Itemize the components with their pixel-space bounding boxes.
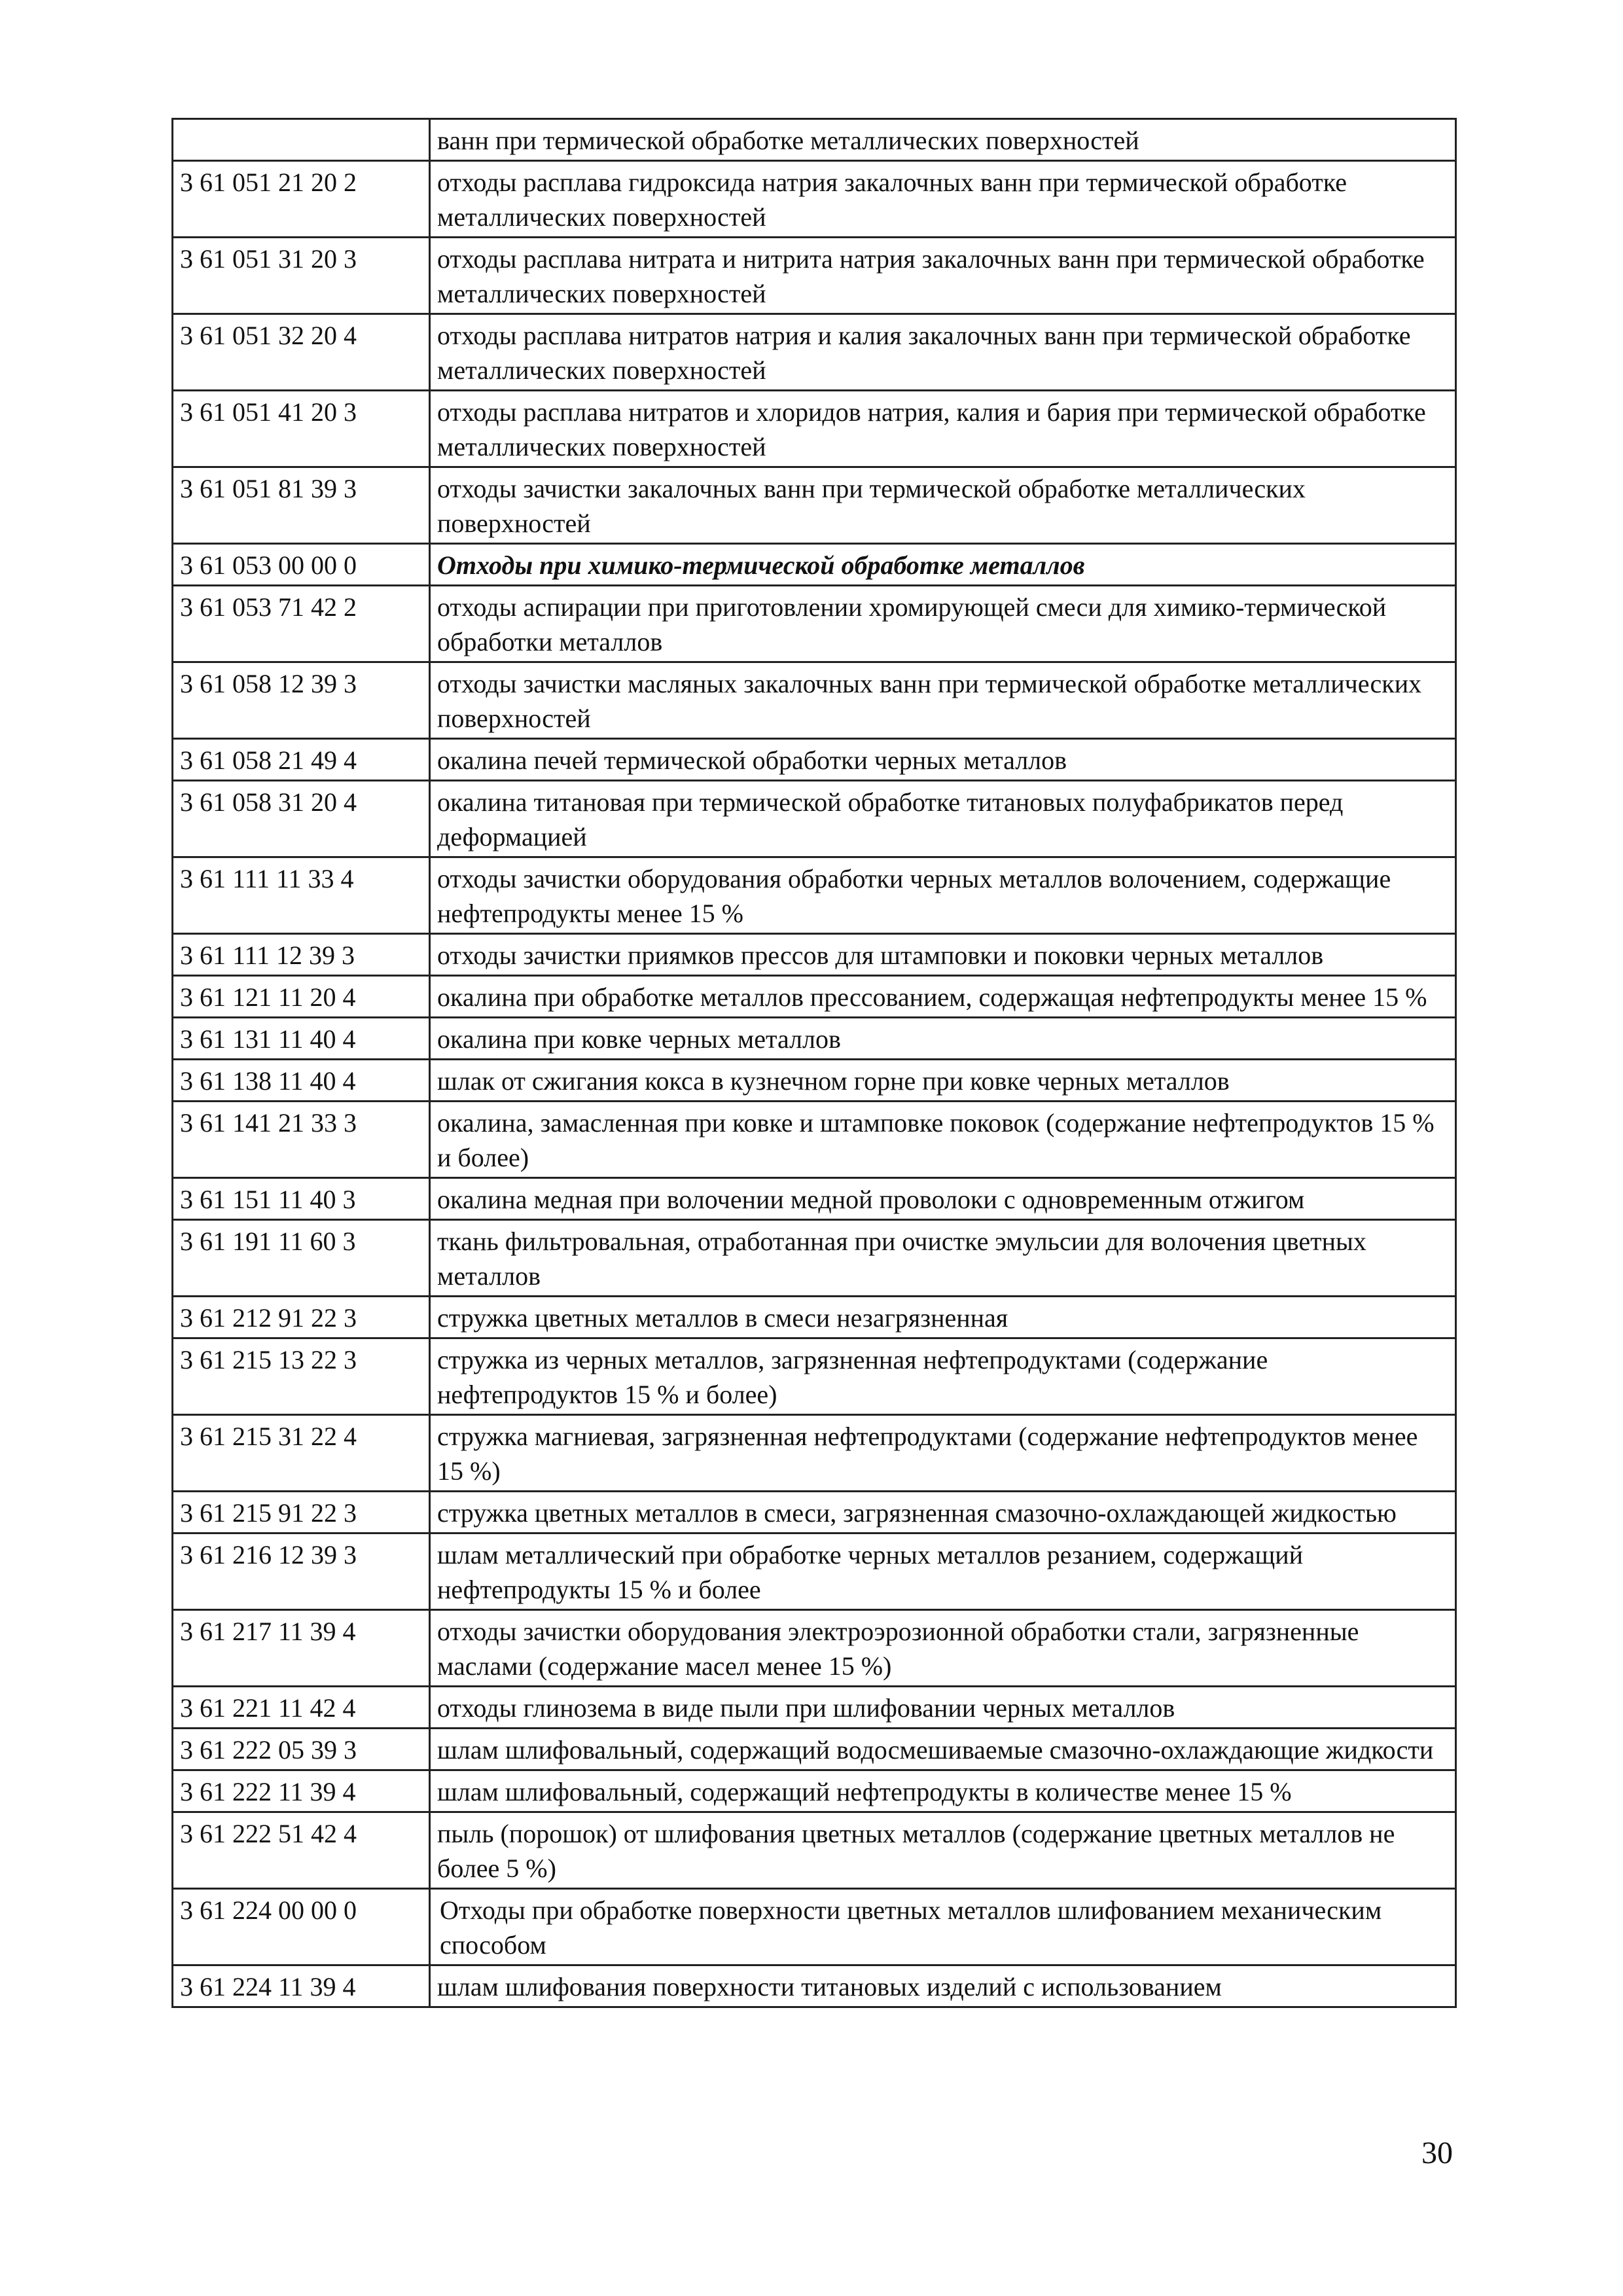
waste-code-cell: 3 61 215 91 22 3	[173, 1492, 430, 1534]
table-row	[173, 586, 1456, 662]
waste-code-cell: 3 61 051 81 39 3	[173, 467, 430, 544]
table-row	[173, 1178, 1456, 1220]
waste-code-cell: 3 61 222 05 39 3	[173, 1729, 430, 1770]
table-row	[173, 739, 1456, 781]
waste-description-cell: Отходы при обработке поверхности цветных металлов шлифованием механическим способом	[430, 1889, 1456, 1965]
table-row	[173, 1610, 1456, 1687]
waste-code-cell: 3 61 216 12 39 3	[173, 1534, 430, 1610]
waste-code-cell: 3 61 221 11 42 4	[173, 1687, 430, 1729]
waste-description-cell: шлам шлифования поверхности титановых изделий с использованием	[430, 1965, 1456, 2007]
waste-description-cell: отходы расплава нитратов и хлоридов натрия, калия и бария при термической обработке металлических поверхностей	[430, 391, 1456, 467]
waste-description-cell: окалина, замасленная при ковке и штамповке поковок (содержание нефтепродуктов 15 % и более)	[430, 1102, 1456, 1178]
waste-code-cell: 3 61 138 11 40 4	[173, 1060, 430, 1102]
table-row	[173, 161, 1456, 238]
table-row	[173, 544, 1456, 586]
table-row	[173, 857, 1456, 934]
table-row	[173, 1492, 1456, 1534]
waste-code-cell	[173, 119, 430, 161]
table-row	[173, 1534, 1456, 1610]
table-row	[173, 1415, 1456, 1492]
waste-description-cell: отходы зачистки оборудования обработки черных металлов волочением, содержащие нефтепродукты менее 15 %	[430, 857, 1456, 934]
waste-description-cell: отходы расплава гидроксида натрия закалочных ванн при термической обработке металлических поверхностей	[430, 161, 1456, 238]
waste-code-cell: 3 61 051 41 20 3	[173, 391, 430, 467]
waste-code-cell: 3 61 215 31 22 4	[173, 1415, 430, 1492]
table-row	[173, 1338, 1456, 1415]
waste-description-cell: ванн при термической обработке металлических поверхностей	[430, 119, 1456, 161]
waste-description-cell: шлам шлифовальный, содержащий нефтепродукты в количестве менее 15 %	[430, 1770, 1456, 1812]
table-row	[173, 467, 1456, 544]
table-row	[173, 1729, 1456, 1770]
waste-code-cell: 3 61 151 11 40 3	[173, 1178, 430, 1220]
table-row	[173, 1018, 1456, 1060]
waste-description-cell: окалина при ковке черных металлов	[430, 1018, 1456, 1060]
waste-description-cell: отходы зачистки закалочных ванн при термической обработке металлических поверхностей	[430, 467, 1456, 544]
waste-description-cell: отходы зачистки оборудования электроэрозионной обработки стали, загрязненные маслами (содержание масел менее 15 %)	[430, 1610, 1456, 1687]
waste-description-cell: отходы зачистки масляных закалочных ванн при термической обработке металлических поверхностей	[430, 662, 1456, 739]
waste-code-cell: 3 61 141 21 33 3	[173, 1102, 430, 1178]
waste-code-cell: 3 61 058 12 39 3	[173, 662, 430, 739]
table-row	[173, 662, 1456, 739]
waste-code-cell: 3 61 053 00 00 0	[173, 544, 430, 586]
table-row	[173, 1965, 1456, 2007]
waste-code-cell: 3 61 191 11 60 3	[173, 1220, 430, 1297]
waste-description-cell: окалина титановая при термической обработке титановых полуфабрикатов перед деформацией	[430, 781, 1456, 857]
waste-code-cell: 3 61 217 11 39 4	[173, 1610, 430, 1687]
waste-code-cell: 3 61 222 51 42 4	[173, 1812, 430, 1889]
waste-description-cell: шлам шлифовальный, содержащий водосмешиваемые смазочно-охлаждающие жидкости	[430, 1729, 1456, 1770]
waste-description-cell: окалина печей термической обработки черных металлов	[430, 739, 1456, 781]
waste-code-cell: 3 61 215 13 22 3	[173, 1338, 430, 1415]
waste-code-cell: 3 61 111 12 39 3	[173, 934, 430, 976]
table-row	[173, 1102, 1456, 1178]
table-row	[173, 934, 1456, 976]
waste-description-cell: отходы аспирации при приготовлении хромирующей смеси для химико-термической обработки металлов	[430, 586, 1456, 662]
table-row	[173, 391, 1456, 467]
table-row	[173, 1297, 1456, 1338]
waste-description-cell: отходы расплава нитрата и нитрита натрия закалочных ванн при термической обработке металлических поверхностей	[430, 238, 1456, 314]
waste-code-cell: 3 61 051 31 20 3	[173, 238, 430, 314]
waste-description-cell: отходы глинозема в виде пыли при шлифовании черных металлов	[430, 1687, 1456, 1729]
waste-code-cell: 3 61 051 21 20 2	[173, 161, 430, 238]
waste-code-cell: 3 61 212 91 22 3	[173, 1297, 430, 1338]
table-row	[173, 1220, 1456, 1297]
table-row	[173, 781, 1456, 857]
waste-code-cell: 3 61 051 32 20 4	[173, 314, 430, 391]
table-row	[173, 1770, 1456, 1812]
waste-classification-table	[171, 118, 1457, 2008]
waste-description-cell: окалина медная при волочении медной проволоки с одновременным отжигом	[430, 1178, 1456, 1220]
table-row	[173, 1889, 1456, 1965]
waste-description-cell: отходы расплава нитратов натрия и калия закалочных ванн при термической обработке металлических поверхностей	[430, 314, 1456, 391]
table-row	[173, 1687, 1456, 1729]
waste-description-cell: пыль (порошок) от шлифования цветных металлов (содержание цветных металлов не более 5 %)	[430, 1812, 1456, 1889]
waste-code-cell: 3 61 131 11 40 4	[173, 1018, 430, 1060]
waste-description-cell: стружка из черных металлов, загрязненная нефтепродуктами (содержание нефтепродуктов 15 % и более)	[430, 1338, 1456, 1415]
waste-code-cell: 3 61 121 11 20 4	[173, 976, 430, 1018]
page-number: 30	[1421, 2136, 1453, 2170]
table-row	[173, 1812, 1456, 1889]
waste-description-cell: Отходы при химико-термической обработке металлов	[430, 544, 1456, 586]
waste-code-cell: 3 61 053 71 42 2	[173, 586, 430, 662]
waste-code-cell: 3 61 224 00 00 0	[173, 1889, 430, 1965]
waste-description-cell: стружка цветных металлов в смеси, загрязненная смазочно-охлаждающей жидкостью	[430, 1492, 1456, 1534]
waste-code-cell: 3 61 111 11 33 4	[173, 857, 430, 934]
table-row	[173, 976, 1456, 1018]
waste-code-cell: 3 61 224 11 39 4	[173, 1965, 430, 2007]
waste-code-cell: 3 61 058 31 20 4	[173, 781, 430, 857]
table-row	[173, 314, 1456, 391]
waste-description-cell: окалина при обработке металлов прессованием, содержащая нефтепродукты менее 15 %	[430, 976, 1456, 1018]
waste-description-cell: стружка цветных металлов в смеси незагрязненная	[430, 1297, 1456, 1338]
waste-description-cell: отходы зачистки приямков прессов для штамповки и поковки черных металлов	[430, 934, 1456, 976]
waste-description-cell: шлак от сжигания кокса в кузнечном горне при ковке черных металлов	[430, 1060, 1456, 1102]
table-row	[173, 119, 1456, 161]
table-row	[173, 1060, 1456, 1102]
waste-code-cell: 3 61 058 21 49 4	[173, 739, 430, 781]
table-row	[173, 238, 1456, 314]
waste-code-cell: 3 61 222 11 39 4	[173, 1770, 430, 1812]
waste-description-cell: шлам металлический при обработке черных металлов резанием, содержащий нефтепродукты 15 % и более	[430, 1534, 1456, 1610]
waste-description-cell: стружка магниевая, загрязненная нефтепродуктами (содержание нефтепродуктов менее 15 %)	[430, 1415, 1456, 1492]
waste-description-cell: ткань фильтровальная, отработанная при очистке эмульсии для волочения цветных металлов	[430, 1220, 1456, 1297]
